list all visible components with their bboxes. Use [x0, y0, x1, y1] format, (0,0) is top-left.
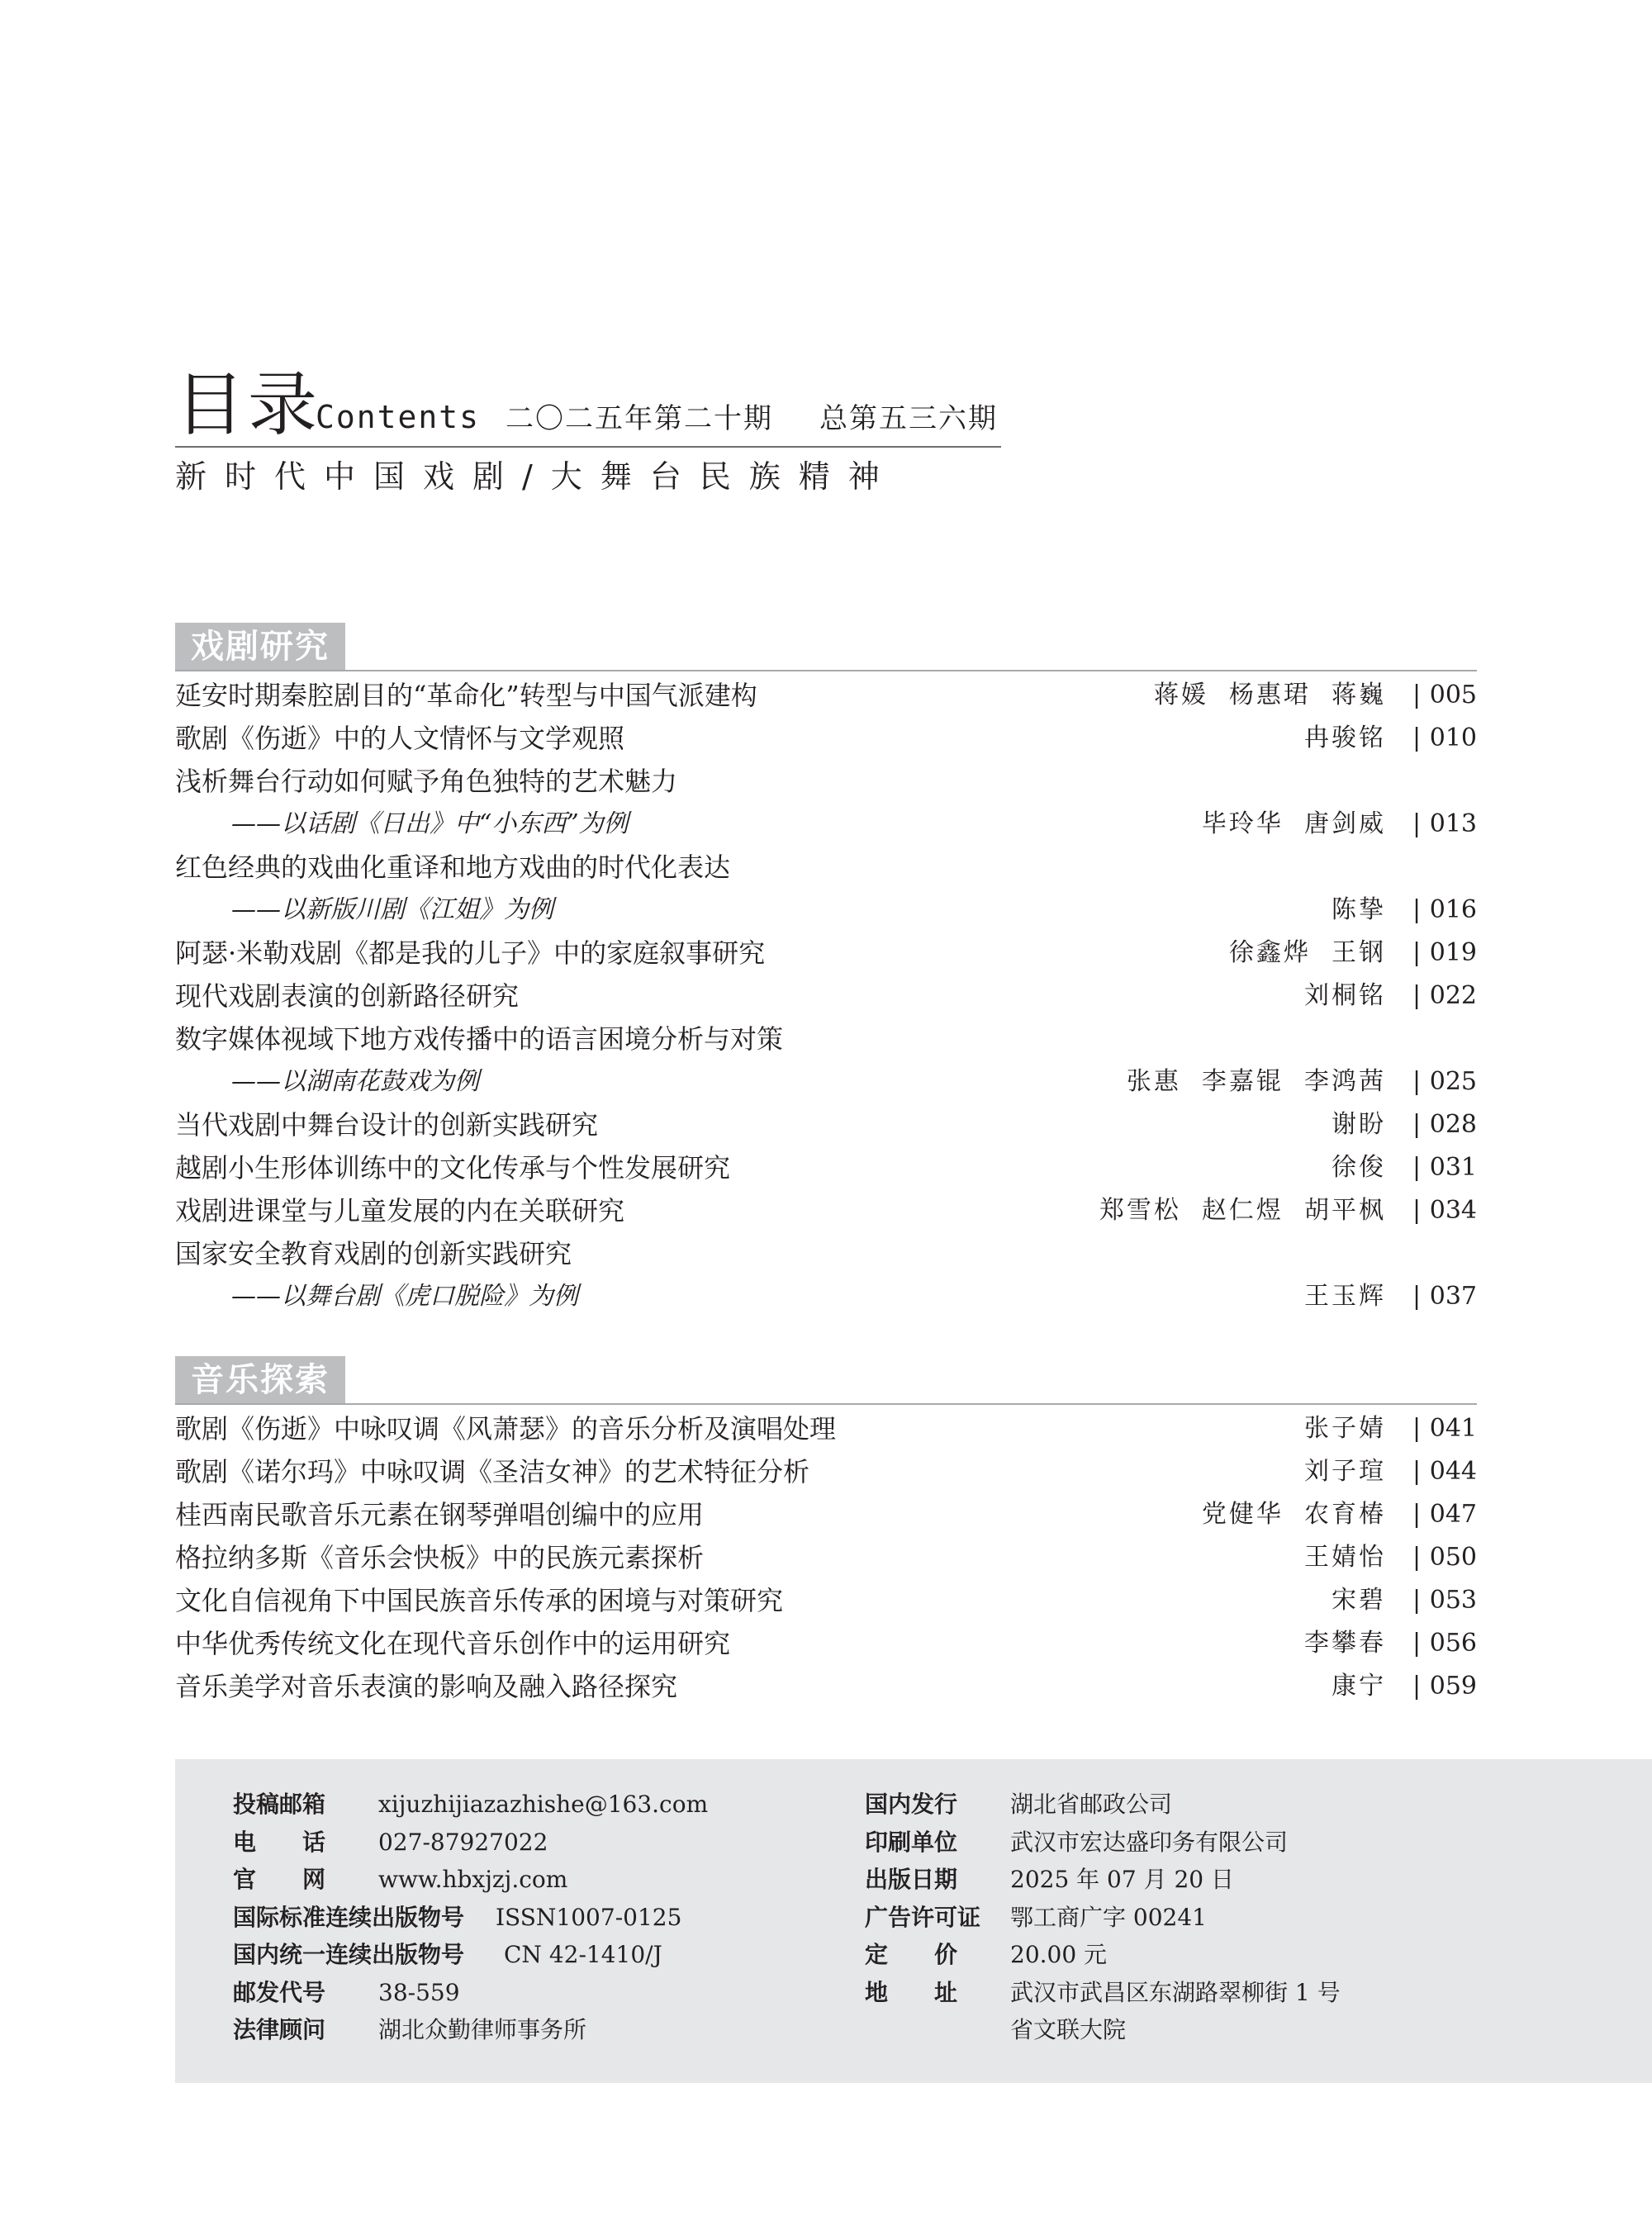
toc-entry[interactable]: [175, 760, 1477, 803]
entry-authors: 谢盼: [1332, 1110, 1386, 1139]
entry-authors: 陈挚: [1332, 895, 1386, 924]
entry-authors: 李攀春: [1304, 1629, 1386, 1658]
entry-page: | 019: [1411, 932, 1477, 975]
toc-entry[interactable]: [175, 1103, 1477, 1146]
toc-entry[interactable]: [175, 1665, 1477, 1708]
info-row: [865, 1786, 1608, 1824]
toc-entry[interactable]: [175, 1232, 1477, 1275]
info-label: 电话: [233, 1828, 325, 1856]
info-row: [865, 1861, 1608, 1899]
info-value: 省文联大院: [1010, 2016, 1127, 2043]
info-label: 邮发代号: [233, 1978, 326, 2006]
entry-page: | 056: [1411, 1622, 1477, 1665]
entry-authors: 党健华 农育椿: [1201, 1500, 1386, 1529]
entry-authors: 郑雪松 赵仁煜 胡平枫: [1099, 1196, 1386, 1225]
toc-entry[interactable]: [175, 1536, 1477, 1579]
entry-page: | 025: [1411, 1060, 1477, 1103]
section-tag: 音乐探索: [175, 1356, 345, 1403]
toc-entry[interactable]: [175, 1493, 1477, 1536]
entry-authors: 王婧怡: [1304, 1543, 1386, 1572]
issue-label: 二〇二五年第二十期: [506, 402, 773, 435]
entry-title: 歌剧《诺尔玛》中咏叹调《圣洁女神》的艺术特征分析: [175, 1456, 810, 1487]
info-label: 官网: [233, 1866, 325, 1893]
entry-title: 文化自信视角下中国民族音乐传承的困境与对策研究: [175, 1585, 784, 1616]
entry-page: | 022: [1411, 975, 1477, 1018]
entry-authors: 刘桐铭: [1304, 981, 1386, 1010]
info-label: 国际标准连续出版物号: [233, 1903, 465, 1931]
entry-page: | 044: [1411, 1450, 1477, 1493]
entry-title: 歌剧《伤逝》中的人文情怀与文学观照: [175, 723, 625, 754]
info-row: [233, 1861, 811, 1899]
entry-page: | 028: [1411, 1103, 1477, 1146]
toc-entry[interactable]: [175, 1407, 1477, 1450]
toc-entry[interactable]: [175, 1450, 1477, 1493]
entry-page: | 013: [1411, 803, 1477, 846]
entry-subtitle: ——以舞台剧《虎口脱险》为例: [231, 1282, 578, 1311]
entry-page: | 010: [1411, 717, 1477, 760]
entry-page: | 053: [1411, 1579, 1477, 1622]
info-label: 国内发行: [865, 1791, 958, 1818]
entry-authors: 康宁: [1332, 1672, 1386, 1701]
entry-title: 桂西南民歌音乐元素在钢琴弹唱创编中的应用: [175, 1499, 705, 1530]
entry-authors: 刘子瑄: [1304, 1457, 1386, 1486]
info-value: CN 42-1410/J: [504, 1941, 662, 1968]
entry-title: 国家安全教育戏剧的创新实践研究: [175, 1238, 572, 1269]
info-row: [233, 1824, 811, 1862]
toc-list: [175, 674, 1477, 1318]
entry-page: | 059: [1411, 1665, 1477, 1708]
info-row: [233, 1786, 811, 1824]
info-value: 鄂工商广字 00241: [1010, 1903, 1207, 1931]
toc-entry[interactable]: [175, 717, 1477, 760]
info-label: 广告许可证: [865, 1903, 981, 1931]
entry-authors: 王玉辉: [1304, 1282, 1386, 1311]
info-row: [865, 2011, 1608, 2049]
info-label: 法律顾问: [233, 2016, 326, 2043]
toc-entry-subtitle[interactable]: [175, 1275, 1477, 1318]
toc-entry[interactable]: [175, 1018, 1477, 1060]
entry-title: 红色经典的戏曲化重译和地方戏曲的时代化表达: [175, 852, 731, 883]
entry-page: | 037: [1411, 1275, 1477, 1318]
entry-authors: 毕玲华 唐剑威: [1201, 809, 1386, 838]
section-tag: 戏剧研究: [175, 623, 345, 670]
info-column-left: [233, 1786, 811, 2049]
entry-title: 现代戏剧表演的创新路径研究: [175, 980, 520, 1012]
entry-subtitle: ——以话剧《日出》中“小东西”为例: [231, 809, 629, 838]
email-link[interactable]: xijuzhijiazazhishe@163.com: [378, 1791, 709, 1818]
toc-entry[interactable]: [175, 932, 1477, 975]
entry-authors: 徐鑫烨 王钢: [1228, 938, 1386, 967]
info-label: 投稿邮箱: [233, 1791, 326, 1818]
entry-page: | 031: [1411, 1146, 1477, 1189]
toc-entry[interactable]: [175, 674, 1477, 717]
info-column-right: [865, 1786, 1608, 2049]
entry-title: 音乐美学对音乐表演的影响及融入路径探究: [175, 1671, 678, 1702]
info-value: 2025 年 07 月 20 日: [1010, 1866, 1235, 1893]
entry-title: 中华优秀传统文化在现代音乐创作中的运用研究: [175, 1628, 731, 1659]
entry-title: 浅析舞台行动如何赋予角色独特的艺术魅力: [175, 766, 678, 797]
entry-title: 延安时期秦腔剧目的“革命化”转型与中国气派建构: [175, 680, 757, 711]
toc-entry-subtitle[interactable]: [175, 1060, 1477, 1103]
info-value: 湖北众勤律师事务所: [378, 2016, 587, 2043]
entry-page: | 050: [1411, 1536, 1477, 1579]
entry-subtitle: ——以湖南花鼓戏为例: [231, 1067, 479, 1096]
info-value: 武汉市宏达盛印务有限公司: [1010, 1828, 1289, 1856]
section-divider: [175, 670, 1477, 671]
entry-subtitle: ——以新版川剧《江姐》为例: [231, 895, 553, 924]
website-link[interactable]: www.hbxjzj.com: [378, 1866, 568, 1893]
entry-authors: 蒋媛 杨惠珺 蒋巍: [1153, 681, 1386, 709]
page-title: 目录: [175, 364, 321, 445]
entry-title: 戏剧进课堂与儿童发展的内在关联研究: [175, 1195, 625, 1226]
toc-entry[interactable]: [175, 1579, 1477, 1622]
entry-title: 数字媒体视域下地方戏传播中的语言困境分析与对策: [175, 1023, 784, 1055]
page-subtitle: 新时代中国戏剧/大舞台民族精神: [175, 458, 898, 495]
info-label: 印刷单位: [865, 1828, 958, 1856]
info-row: [233, 1936, 811, 1974]
section-divider: [175, 1403, 1477, 1405]
entry-authors: 冉骏铭: [1304, 723, 1386, 752]
toc-entry[interactable]: [175, 975, 1477, 1018]
info-value: 武汉市武昌区东湖路翠柳街 1 号: [1010, 1978, 1341, 2006]
toc-entry[interactable]: [175, 846, 1477, 889]
toc-entry[interactable]: [175, 1146, 1477, 1189]
entry-page: | 047: [1411, 1493, 1477, 1536]
contents-label: Contents: [316, 399, 481, 435]
toc-header: [175, 363, 1001, 495]
info-value: ISSN1007-0125: [496, 1903, 682, 1931]
info-row: [233, 1974, 811, 2012]
toc-entry[interactable]: [175, 1189, 1477, 1232]
entry-title: 歌剧《伤逝》中咏叹调《风萧瑟》的音乐分析及演唱处理: [175, 1413, 837, 1445]
entry-page: | 005: [1411, 674, 1477, 717]
info-label: 地址: [865, 1978, 957, 2006]
info-row: [865, 1899, 1608, 1937]
title-row: [175, 363, 1001, 446]
total-issue-label: 总第五三六期: [819, 402, 998, 435]
entry-page: | 016: [1411, 889, 1477, 932]
info-value: 38-559: [378, 1978, 460, 2006]
info-label: 国内统一连续出版物号: [233, 1941, 465, 1968]
info-row: [865, 1974, 1608, 2012]
info-row: [865, 1936, 1608, 1974]
info-row: [233, 1899, 811, 1937]
entry-title: 当代戏剧中舞台设计的创新实践研究: [175, 1109, 599, 1141]
toc-entry-subtitle[interactable]: [175, 803, 1477, 846]
toc-entry-subtitle[interactable]: [175, 889, 1477, 932]
entry-authors: 张子婧: [1304, 1414, 1386, 1443]
info-value: 027-87927022: [378, 1828, 548, 1856]
info-value: 湖北省邮政公司: [1010, 1791, 1173, 1818]
info-label: 定价: [865, 1941, 957, 1968]
entry-title: 越剧小生形体训练中的文化传承与个性发展研究: [175, 1152, 731, 1184]
info-row: [233, 2011, 811, 2049]
info-value: 20.00 元: [1010, 1941, 1108, 1968]
header-divider: [175, 446, 1001, 448]
toc-entry[interactable]: [175, 1622, 1477, 1665]
entry-page: | 041: [1411, 1407, 1477, 1450]
entry-title: 格拉纳多斯《音乐会快板》中的民族元素探析: [175, 1542, 705, 1573]
entry-authors: 徐俊: [1332, 1153, 1386, 1182]
toc-list: [175, 1407, 1477, 1708]
info-label: 出版日期: [865, 1866, 958, 1893]
entry-title: 阿瑟·米勒戏剧《都是我的儿子》中的家庭叙事研究: [175, 937, 766, 969]
entry-page: | 034: [1411, 1189, 1477, 1232]
publication-info-box: [175, 1759, 1652, 2083]
entry-authors: 宋碧: [1332, 1586, 1386, 1615]
entry-authors: 张惠 李嘉锟 李鸿茜: [1126, 1067, 1386, 1096]
info-row: [865, 1824, 1608, 1862]
